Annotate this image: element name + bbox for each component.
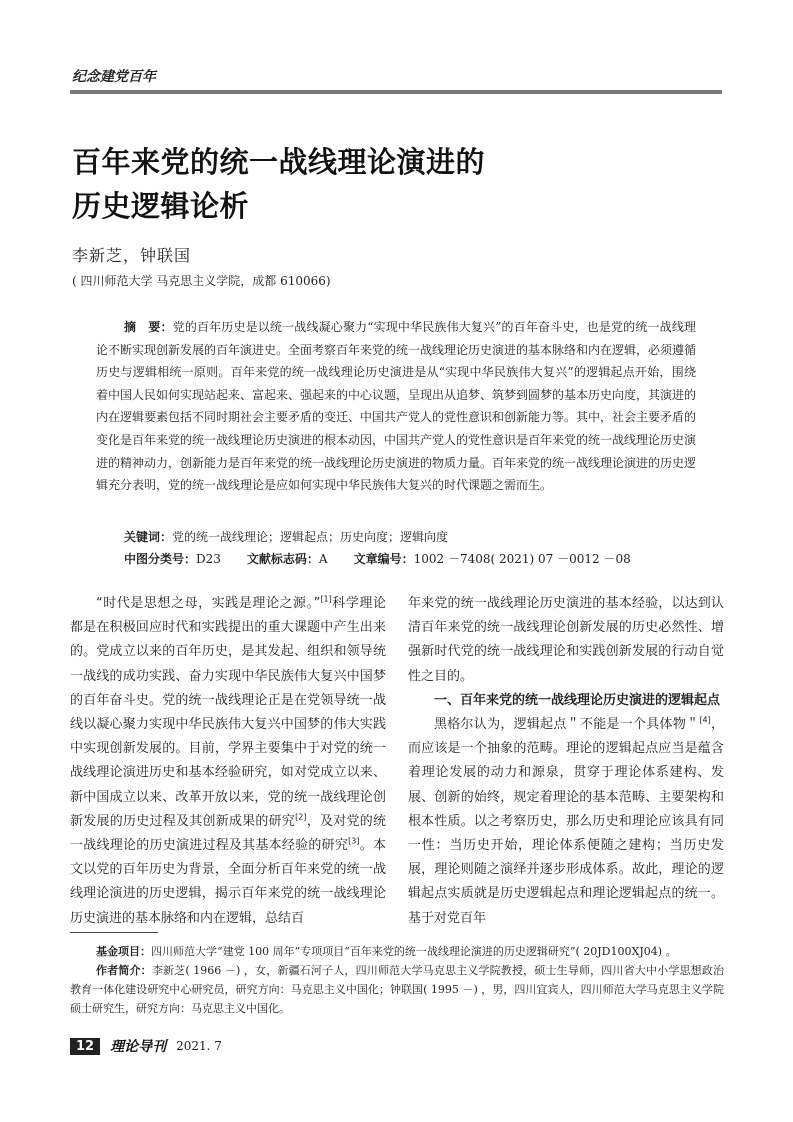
body-paragraph: 年来党的统一战线理论历史演进的基本经验，以达到认清百年来党的统一战线理论创新发展的历史必然性、增强新时代党的统一战线理论和实践创新发展的行动自觉性之目的。: [408, 596, 724, 684]
body-text: ，而应该是一个抽象的范畴。理论的逻辑起点应当是蕴含着理论发展的动力和源泉，贯穿于理论体系建构、发展、创新的始终，规定着理论的基本范畴、主要架构和根本性质。以之考察历史，那么历史和理论应该具有同一性：当历史开始，理论体系便随之建构；当历史发展，理论则随之演绎并逐步形成体系。故此，理论的逻辑起点实质就是历史逻辑起点和理论逻辑起点的统一。基于对党百年: [408, 717, 724, 926]
fund-note: [70, 942, 724, 961]
body-text: 黑格尔认为，逻辑起点＂不能是一个具体物＂: [434, 717, 700, 733]
keywords-text: 党的统一战线理论；逻辑起点；历史向度；逻辑向度: [172, 530, 449, 544]
body-column-left: [70, 592, 386, 931]
section-heading: 一、百年来党的统一战线理论历史演进的逻辑起点: [434, 692, 721, 708]
author-info-label: 作者简介：: [96, 964, 152, 977]
doc-code-value: A: [318, 552, 328, 566]
journal-name: 理论导刊: [110, 1039, 167, 1055]
title-line-1: 百年来党的统一战线理论演进的: [72, 145, 486, 179]
body-text: ，及对党的统一战线理论的历史演进过程及其基本经验的研究: [70, 813, 386, 854]
abstract-label: 摘 要：: [124, 320, 173, 334]
body-paragraph: [408, 713, 724, 931]
header-rule: [70, 90, 722, 94]
author-note: [70, 961, 724, 1018]
column-label: 纪念建党百年: [72, 69, 156, 85]
article-title: [72, 140, 712, 228]
classification-line: [124, 550, 631, 567]
citation-ref[interactable]: [1]: [320, 594, 332, 604]
footnotes: [70, 942, 724, 1018]
page-footer: [70, 1036, 222, 1056]
abstract-text: 党的百年历史是以统一战线凝心聚力“实现中华民族伟大复兴”的百年奋斗史，也是党的统一战线理论不断实现创新发展的百年演进史。全面考察百年来党的统一战线理论历史演进的基本脉络和内在逻辑，必须遵循历史与逻辑相统一原则。百年来党的统一战线理论历史演进是从“实现中华民族伟大复兴”的逻辑起点开始，围绕着中国人民如何实现站起来、富起来、强起来的中心议题，呈现出从追梦、筑梦到圆梦的基本历史向度，其演进的内在逻辑要素包括不同时期社会主要矛盾的变迁、中国共产党人的党性意识和创新能力等。其中，社会主要矛盾的变化是百年来党的统一战线理论历史演进的根本动因，中国共产党人的党性意识是百年来党的统一战线理论历史演进的精神动力，创新能力是百年来党的统一战线理论历史演进的物质力量。百年来党的统一战线理论演进的历史逻辑充分表明，党的统一战线理论是应如何实现中华民族伟大复兴的时代课题之需而生。: [96, 320, 697, 493]
doc-code-label: 文献标志码：: [246, 552, 319, 566]
fund-label: 基金项目：: [96, 945, 151, 958]
citation-ref[interactable]: [3]: [348, 836, 360, 846]
body-text: 科学理论都是在积极回应时代和实践提出的重大课题中产生出来的。党成立以来的百年历史，是其发起、组织和领导统一战线的成功实践、奋力实现中华民族伟大复兴中国梦的百年奋斗史。党的统一战线理论正是在党领导统一战线以凝心聚力实现中华民族伟大复兴中国梦的伟大实践中实现创新发展的。目前，学界主要集中于对党的统一战线理论演进历史和基本经验研究，如对党成立以来、新中国成立以来、改革开放以来，党的统一战线理论创新发展的历史过程及其创新成果的研究: [70, 596, 386, 829]
citation-ref[interactable]: [4]: [699, 715, 711, 725]
issue-date: 2021. 7: [176, 1039, 222, 1053]
body-text: “时代是思想之母，实践是理论之源。”: [96, 596, 321, 611]
article-id-value: 1002 －7408( 2021) 07 －0012 －08: [413, 552, 631, 566]
article-id-label: 文章编号：: [353, 552, 414, 566]
citation-ref[interactable]: [2]: [295, 812, 307, 822]
page-number: 12: [70, 1038, 100, 1055]
authors: 李新芝，钟联国: [72, 246, 192, 265]
fund-text: 四川师范大学“建党 100 周年”专项项目“百年来党的统一战线理论演进的历史逻辑研究”( 20JD100XJ04) 。: [151, 945, 677, 958]
body-column-right: [408, 592, 724, 931]
author-info-text: 李新芝( 1966 －) ，女，新疆石河子人，四川师范大学马克思主义学院教授，硕士生导师，四川省大中小学思想政治教育一体化建设研究中心研究员，研究方向：马克思主义中国化；钟联国( 1995 －) ，男，四川宜宾人，四川师范大学马克思主义学院硕士研究生，研究方向：马克思主义中国化。: [70, 964, 724, 1015]
keywords-label: 关键词：: [124, 530, 173, 544]
title-line-2: 历史逻辑论析: [72, 189, 250, 223]
body-text: 。本文以党的百年历史为背景，全面分析百年来党的统一战线理论演进的历史逻辑，揭示百年来党的统一战线理论历史演进的基本脉络和内在逻辑，总结百: [70, 838, 386, 926]
affiliation: ( 四川师范大学 马克思主义学院，成都 610066): [72, 274, 331, 288]
body-paragraph: [70, 592, 386, 931]
keywords: [124, 528, 448, 545]
clc-value: D23: [196, 552, 221, 566]
abstract: [96, 316, 696, 497]
clc-label: 中图分类号：: [124, 552, 197, 566]
footnote-rule: [70, 932, 158, 933]
